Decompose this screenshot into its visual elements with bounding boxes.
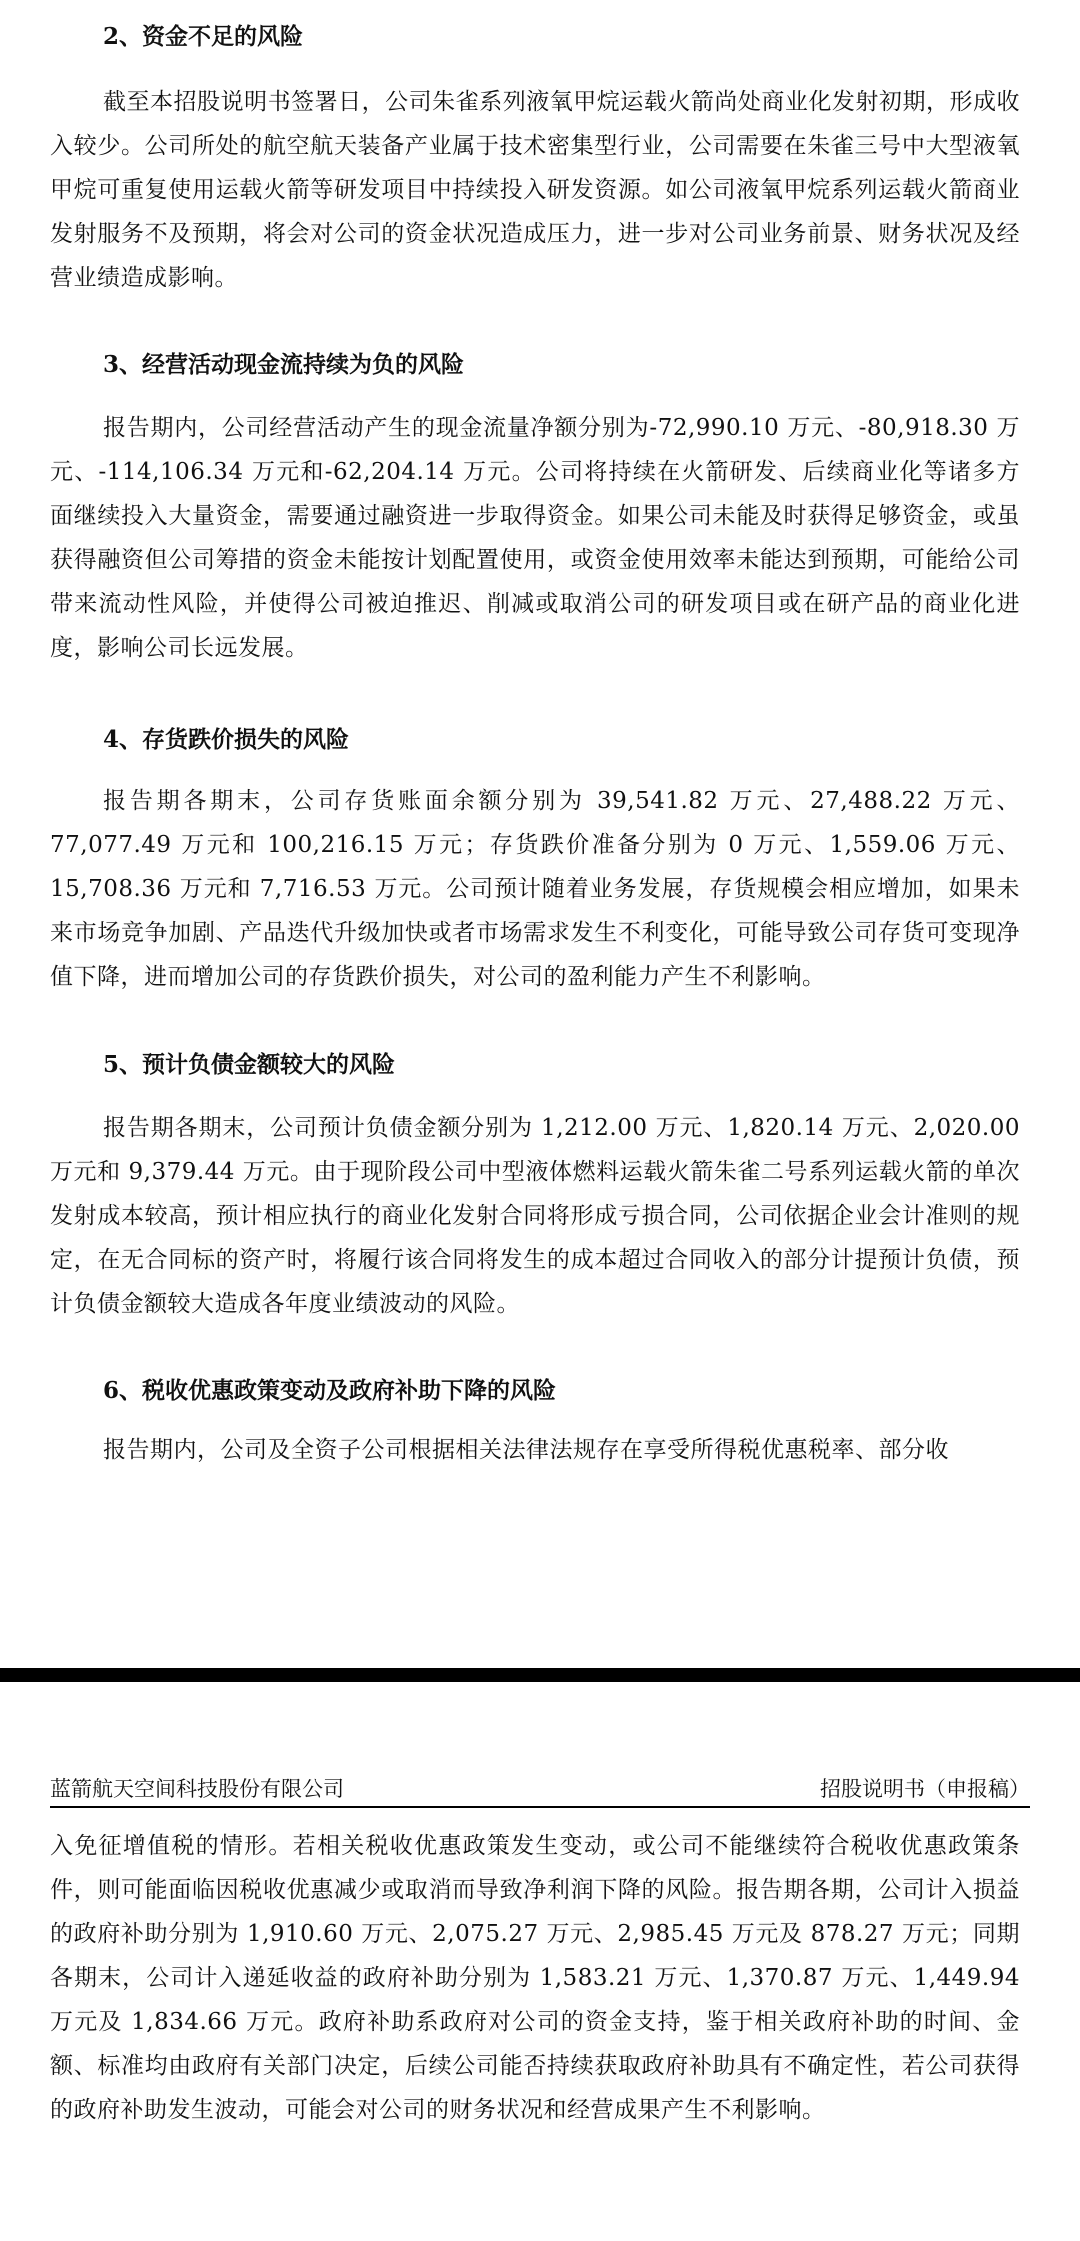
continued-paragraph: 入免征增值税的情形。若相关税收优惠政策发生变动，或公司不能继续符合税收优惠政策条件，则可能面临因税收优惠减少或取消而导致净利润下降的风险。报告期各期，公司计入损益的政府补助分别为 1,910.60 万元、2,075.27 万元、2,985.45 万元及 878.27 万元；同期各期末，公司计入递延收益的政府补助分别为 1,583.21 万元、1,370.87 万元、1,449.94 万元及 1,834.66 万元。政府补助系政府对公司的资金支持，鉴于相关政府补助的时间、金额、标准均由政府有关部门决定，后续公司能否持续获取政府补助具有不确定性，若公司获得的政府补助发生波动，可能会对公司的财务状况和经营成果产生不利影响。 <box>50 1833 1020 2123</box>
section-paragraph-3: 报告期内，公司经营活动产生的现金流量净额分别为-72,990.10 万元、-80,918.30 万元、-114,106.34 万元和-62,204.14 万元。公司将持续在火箭研发、后续商业化等诸多方面继续投入大量资金，需要通过融资进一步取得资金。如果公司未能及时获得足够资金，或虽获得融资但公司筹措的资金未能按计划配置使用，或资金使用效率未能达到预期，可能给公司带来流动性风险，并使得公司被迫推迟、削减或取消公司的研发项目或在研产品的商业化进度，影响公司长远发展。 <box>50 415 1020 661</box>
running-header <box>50 1774 1030 1808</box>
header-document-type: 招股说明书（申报稿） <box>820 1777 1030 1801</box>
section-paragraph-6: 报告期内，公司及全资子公司根据相关法律法规存在享受所得税优惠税率、部分收 <box>103 1437 949 1463</box>
section-paragraph-5: 报告期各期末，公司预计负债金额分别为 1,212.00 万元、1,820.14 万元、2,020.00 万元和 9,379.44 万元。由于现阶段公司中型液体燃料运载火箭朱雀二号系列运载火箭的单次发射成本较高，预计相应执行的商业化发射合同将形成亏损合同，公司依据企业会计准则的规定，在无合同标的资产时，将履行该合同将发生的成本超过合同收入的部分计提预计负债，预计负债金额较大造成各年度业绩波动的风险。 <box>50 1115 1020 1317</box>
section-paragraph-4: 报告期各期末，公司存货账面余额分别为 39,541.82 万元、27,488.22 万元、77,077.49 万元和 100,216.15 万元；存货跌价准备分别为 0 万元、1,559.06 万元、15,708.36 万元和 7,716.53 万元。公司预计随着业务发展，存货规模会相应增加，如果未来市场竞争加剧、产品迭代升级加快或者市场需求发生不利变化，可能导致公司存货可变现净值下降，进而增加公司的存货跌价损失，对公司的盈利能力产生不利影响。 <box>50 788 1020 990</box>
header-company-name: 蓝箭航天空间科技股份有限公司 <box>50 1777 344 1801</box>
section-paragraph-2: 截至本招股说明书签署日，公司朱雀系列液氧甲烷运载火箭尚处商业化发射初期，形成收入较少。公司所处的航空航天装备产业属于技术密集型行业，公司需要在朱雀三号中大型液氧甲烷可重复使用运载火箭等研发项目中持续投入研发资源。如公司液氧甲烷系列运载火箭商业发射服务不及预期，将会对公司的资金状况造成压力，进一步对公司业务前景、财务状况及经营业绩造成影响。 <box>50 89 1020 291</box>
section-heading-5: 5、预计负债金额较大的风险 <box>103 1051 396 1078</box>
page-break-bar <box>0 1668 1080 1682</box>
section-heading-2: 2、资金不足的风险 <box>103 23 304 50</box>
section-heading-3: 3、经营活动现金流持续为负的风险 <box>103 351 465 378</box>
section-heading-6: 6、税收优惠政策变动及政府补助下降的风险 <box>103 1377 557 1404</box>
page-lower <box>0 1684 1080 2241</box>
section-heading-4: 4、存货跌价损失的风险 <box>103 726 350 753</box>
